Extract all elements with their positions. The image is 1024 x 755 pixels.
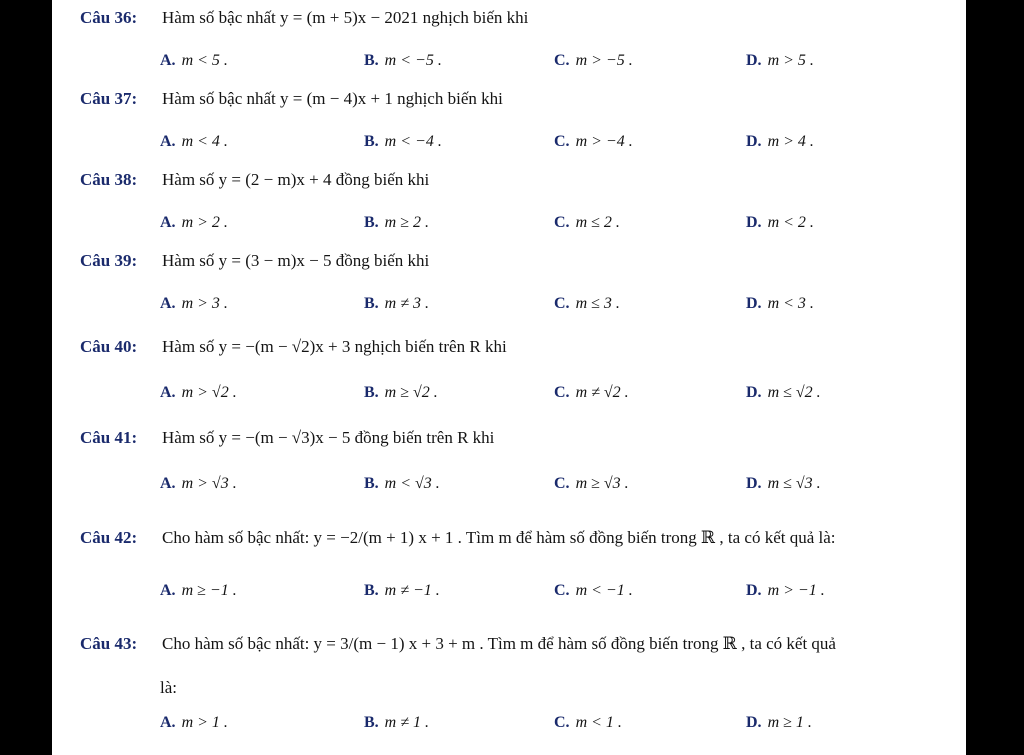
question-number: Câu 39:	[80, 251, 138, 270]
option-label: B.	[364, 475, 379, 492]
option-c	[554, 475, 629, 493]
option-label: D.	[746, 714, 762, 731]
option-label: C.	[554, 384, 570, 401]
option-value: m < √3 .	[384, 475, 440, 492]
question-36	[80, 8, 528, 28]
option-value: m > √3 .	[181, 475, 237, 492]
option-label: B.	[364, 295, 379, 312]
option-b	[364, 214, 429, 232]
option-c	[554, 714, 622, 732]
option-d	[746, 133, 814, 151]
option-label: C.	[554, 133, 570, 150]
option-b	[364, 582, 440, 600]
option-value: m ≥ √3 .	[575, 475, 629, 492]
option-value: m ≥ 2 .	[384, 214, 430, 231]
question-number: Câu 43:	[80, 634, 138, 653]
option-label: D.	[746, 582, 762, 599]
option-d	[746, 52, 814, 70]
question-number: Câu 36:	[80, 8, 138, 27]
question-number: Câu 37:	[80, 89, 138, 108]
option-d	[746, 295, 814, 313]
option-label: A.	[160, 384, 176, 401]
option-value: m ≤ √3 .	[767, 475, 821, 492]
option-value: m > 2 .	[181, 214, 228, 231]
option-label: A.	[160, 714, 176, 731]
option-d	[746, 214, 814, 232]
option-a	[160, 384, 237, 402]
option-a	[160, 214, 228, 232]
option-label: A.	[160, 295, 176, 312]
option-value: m ≠ 1 .	[384, 714, 430, 731]
question-number: Câu 42:	[80, 528, 138, 547]
question-number: Câu 38:	[80, 170, 138, 189]
option-label: C.	[554, 52, 570, 69]
option-a	[160, 133, 228, 151]
option-value: m < −5 .	[384, 52, 442, 69]
option-value: m > 4 .	[767, 133, 814, 150]
option-value: m < 3 .	[767, 295, 814, 312]
option-d	[746, 384, 821, 402]
option-b	[364, 52, 442, 70]
question-41	[80, 428, 494, 448]
option-d	[746, 475, 821, 493]
question-stem: Hàm số y = −(m − √2)x + 3 nghịch biến trên R khi	[162, 337, 507, 356]
option-label: A.	[160, 133, 176, 150]
option-label: B.	[364, 714, 379, 731]
option-c	[554, 384, 629, 402]
option-b	[364, 714, 429, 732]
option-value: m < −1 .	[575, 582, 633, 599]
option-b	[364, 295, 429, 313]
question-number: Câu 41:	[80, 428, 138, 447]
option-a	[160, 582, 237, 600]
option-c	[554, 52, 633, 70]
option-label: C.	[554, 214, 570, 231]
option-label: C.	[554, 475, 570, 492]
option-label: D.	[746, 214, 762, 231]
option-a	[160, 52, 228, 70]
question-37	[80, 89, 503, 109]
option-value: m > −4 .	[575, 133, 633, 150]
option-label: A.	[160, 214, 176, 231]
option-value: m > −5 .	[575, 52, 633, 69]
option-b	[364, 133, 442, 151]
question-stem: Cho hàm số bậc nhất: y = −2/(m + 1) x + 1 . Tìm m để hàm số đồng biến trong ℝ , ta có kết quả là:	[162, 528, 836, 547]
question-39	[80, 251, 429, 271]
option-value: m < 5 .	[181, 52, 228, 69]
question-continuation: là:	[160, 678, 177, 697]
option-label: B.	[364, 384, 379, 401]
option-value: m ≥ −1 .	[181, 582, 237, 599]
question-38	[80, 170, 429, 190]
option-label: A.	[160, 582, 176, 599]
option-label: D.	[746, 475, 762, 492]
option-b	[364, 384, 438, 402]
option-b	[364, 475, 440, 493]
option-value: m > −1 .	[767, 582, 825, 599]
option-value: m ≠ 3 .	[384, 295, 430, 312]
option-label: D.	[746, 133, 762, 150]
question-43	[80, 634, 836, 654]
option-value: m > 1 .	[181, 714, 228, 731]
option-c	[554, 582, 633, 600]
option-value: m ≥ 1 .	[767, 714, 812, 731]
option-a	[160, 295, 228, 313]
option-value: m ≤ 2 .	[575, 214, 620, 231]
option-label: D.	[746, 384, 762, 401]
option-value: m < 4 .	[181, 133, 228, 150]
option-value: m > 3 .	[181, 295, 228, 312]
option-value: m < 1 .	[575, 714, 622, 731]
option-c	[554, 133, 633, 151]
question-stem: Hàm số y = (3 − m)x − 5 đồng biến khi	[162, 251, 430, 270]
option-value: m < 2 .	[767, 214, 814, 231]
option-c	[554, 295, 620, 313]
option-value: m ≤ 3 .	[575, 295, 620, 312]
option-label: B.	[364, 52, 379, 69]
option-d	[746, 714, 812, 732]
question-stem: Cho hàm số bậc nhất: y = 3/(m − 1) x + 3 + m . Tìm m để hàm số đồng biến trong ℝ , ta có kết quả	[162, 634, 836, 653]
document-page	[52, 0, 966, 755]
option-value: m ≠ −1 .	[384, 582, 440, 599]
option-label: D.	[746, 295, 762, 312]
option-a	[160, 475, 237, 493]
option-label: C.	[554, 295, 570, 312]
option-d	[746, 582, 825, 600]
option-label: A.	[160, 475, 176, 492]
option-label: A.	[160, 52, 176, 69]
option-label: C.	[554, 582, 570, 599]
option-label: B.	[364, 133, 379, 150]
option-label: B.	[364, 582, 379, 599]
question-stem: Hàm số bậc nhất y = (m − 4)x + 1 nghịch biến khi	[162, 89, 503, 108]
question-42	[80, 528, 836, 548]
option-value: m > 5 .	[767, 52, 814, 69]
option-label: D.	[746, 52, 762, 69]
option-value: m ≥ √2 .	[384, 384, 438, 401]
option-label: C.	[554, 714, 570, 731]
option-a	[160, 714, 228, 732]
option-c	[554, 214, 620, 232]
question-40	[80, 337, 507, 357]
option-label: B.	[364, 214, 379, 231]
question-stem: Hàm số y = (2 − m)x + 4 đồng biến khi	[162, 170, 430, 189]
question-stem: Hàm số y = −(m − √3)x − 5 đồng biến trên R khi	[162, 428, 495, 447]
option-value: m < −4 .	[384, 133, 442, 150]
question-stem: Hàm số bậc nhất y = (m + 5)x − 2021 nghịch biến khi	[162, 8, 529, 27]
option-value: m > √2 .	[181, 384, 237, 401]
option-value: m ≠ √2 .	[575, 384, 629, 401]
question-number: Câu 40:	[80, 337, 138, 356]
option-value: m ≤ √2 .	[767, 384, 821, 401]
